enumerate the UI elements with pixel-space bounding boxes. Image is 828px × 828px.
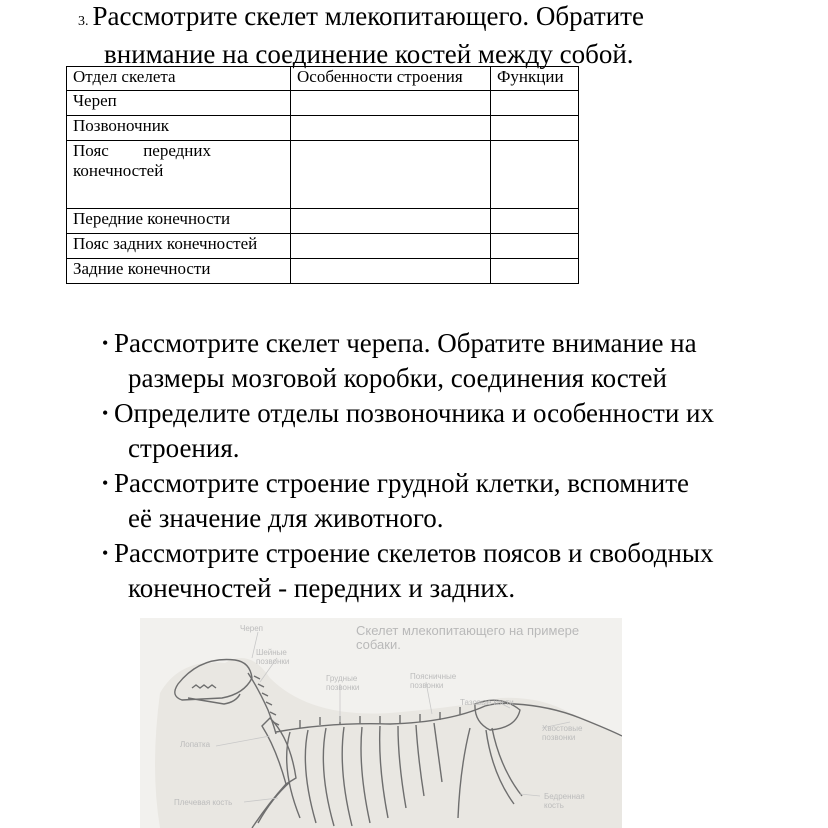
figure-title <box>356 624 579 652</box>
function-cell[interactable] <box>491 209 579 234</box>
function-cell[interactable] <box>491 259 579 284</box>
skeleton-table <box>66 66 579 284</box>
task-number: 3. <box>78 14 89 29</box>
row-label: Позвоночник <box>67 116 291 141</box>
structure-cell[interactable] <box>291 209 491 234</box>
task-line-1: Рассмотрите скелет черепа. Обратите внимание на <box>114 328 697 358</box>
label-lumbar-line-2: позвонки <box>410 681 444 690</box>
task-line-2: строения. <box>128 433 240 463</box>
structure-cell[interactable] <box>291 91 491 116</box>
label-femur-line-2: кость <box>544 801 564 810</box>
table-row <box>67 234 579 259</box>
row-label <box>67 141 291 209</box>
label-pelvis: Тазовые кости <box>460 698 514 707</box>
table-row <box>67 116 579 141</box>
structure-cell[interactable] <box>291 259 491 284</box>
label-cervical <box>256 648 289 666</box>
label-scapula: Лопатка <box>180 740 211 749</box>
label-femur <box>544 792 585 810</box>
row-label-word-2: передних <box>143 141 211 160</box>
heading-line-2: внимание на соединение костей между собой. <box>104 39 634 69</box>
table-row <box>67 259 579 284</box>
function-cell[interactable] <box>491 141 579 209</box>
task-line-1: Определите отделы позвоночника и особенности их <box>114 398 714 428</box>
table-row <box>67 141 579 209</box>
table-row <box>67 209 579 234</box>
list-item <box>102 466 714 536</box>
task-line-2: конечностей - передних и задних. <box>128 573 516 603</box>
label-cervical-line-1: Шейные <box>256 648 287 657</box>
bullet-icon: • <box>102 473 109 493</box>
label-skull: Череп <box>240 624 264 633</box>
label-thoracic-line-1: Грудные <box>326 674 358 683</box>
figure-title-line-1: Скелет млекопитающего на примере <box>356 623 580 638</box>
structure-cell[interactable] <box>291 141 491 209</box>
row-label-line-2: конечностей <box>73 161 164 180</box>
table-header-row <box>67 67 579 91</box>
header-section: Отдел скелета <box>67 67 291 91</box>
list-item <box>102 326 714 396</box>
label-tail-line-1: Хвостовые <box>542 724 583 733</box>
bullet-icon: • <box>102 543 109 563</box>
label-tail-line-2: позвонки <box>542 733 576 742</box>
row-label-word-1: Пояс <box>73 141 109 160</box>
task-list <box>102 326 714 606</box>
bullet-icon: • <box>102 333 109 353</box>
row-label: Пояс задних конечностей <box>67 234 291 259</box>
task-line-2: её значение для животного. <box>128 503 444 533</box>
row-label: Череп <box>67 91 291 116</box>
label-humerus: Плечевая кость <box>174 798 233 807</box>
function-cell[interactable] <box>491 116 579 141</box>
task-heading <box>78 0 644 71</box>
task-line-1: Рассмотрите строение скелетов поясов и свободных <box>114 538 714 568</box>
task-line-1: Рассмотрите строение грудной клетки, вспомните <box>114 468 689 498</box>
label-femur-line-1: Бедренная <box>544 792 585 801</box>
label-thoracic-line-2: позвонки <box>326 683 360 692</box>
table-row <box>67 91 579 116</box>
task-line-2: размеры мозговой коробки, соединения костей <box>128 363 667 393</box>
row-label: Задние конечности <box>67 259 291 284</box>
label-thoracic <box>326 674 359 692</box>
row-label: Передние конечности <box>67 209 291 234</box>
function-cell[interactable] <box>491 234 579 259</box>
label-lumbar <box>410 672 456 690</box>
figure-title-line-2: собаки. <box>356 637 401 652</box>
list-item <box>102 536 714 606</box>
label-cervical-line-2: позвонки <box>256 657 290 666</box>
header-structure: Особенности строения <box>291 67 491 91</box>
dog-skeleton-figure <box>140 618 622 828</box>
structure-cell[interactable] <box>291 116 491 141</box>
label-lumbar-line-1: Поясничные <box>410 672 457 681</box>
function-cell[interactable] <box>491 91 579 116</box>
header-functions: Функции <box>491 67 579 91</box>
label-tail <box>542 724 582 742</box>
list-item <box>102 396 714 466</box>
heading-line-1: Рассмотрите скелет млекопитающего. Обратите <box>92 1 644 31</box>
structure-cell[interactable] <box>291 234 491 259</box>
bullet-icon: • <box>102 403 109 423</box>
row-label-line-1 <box>73 141 211 161</box>
